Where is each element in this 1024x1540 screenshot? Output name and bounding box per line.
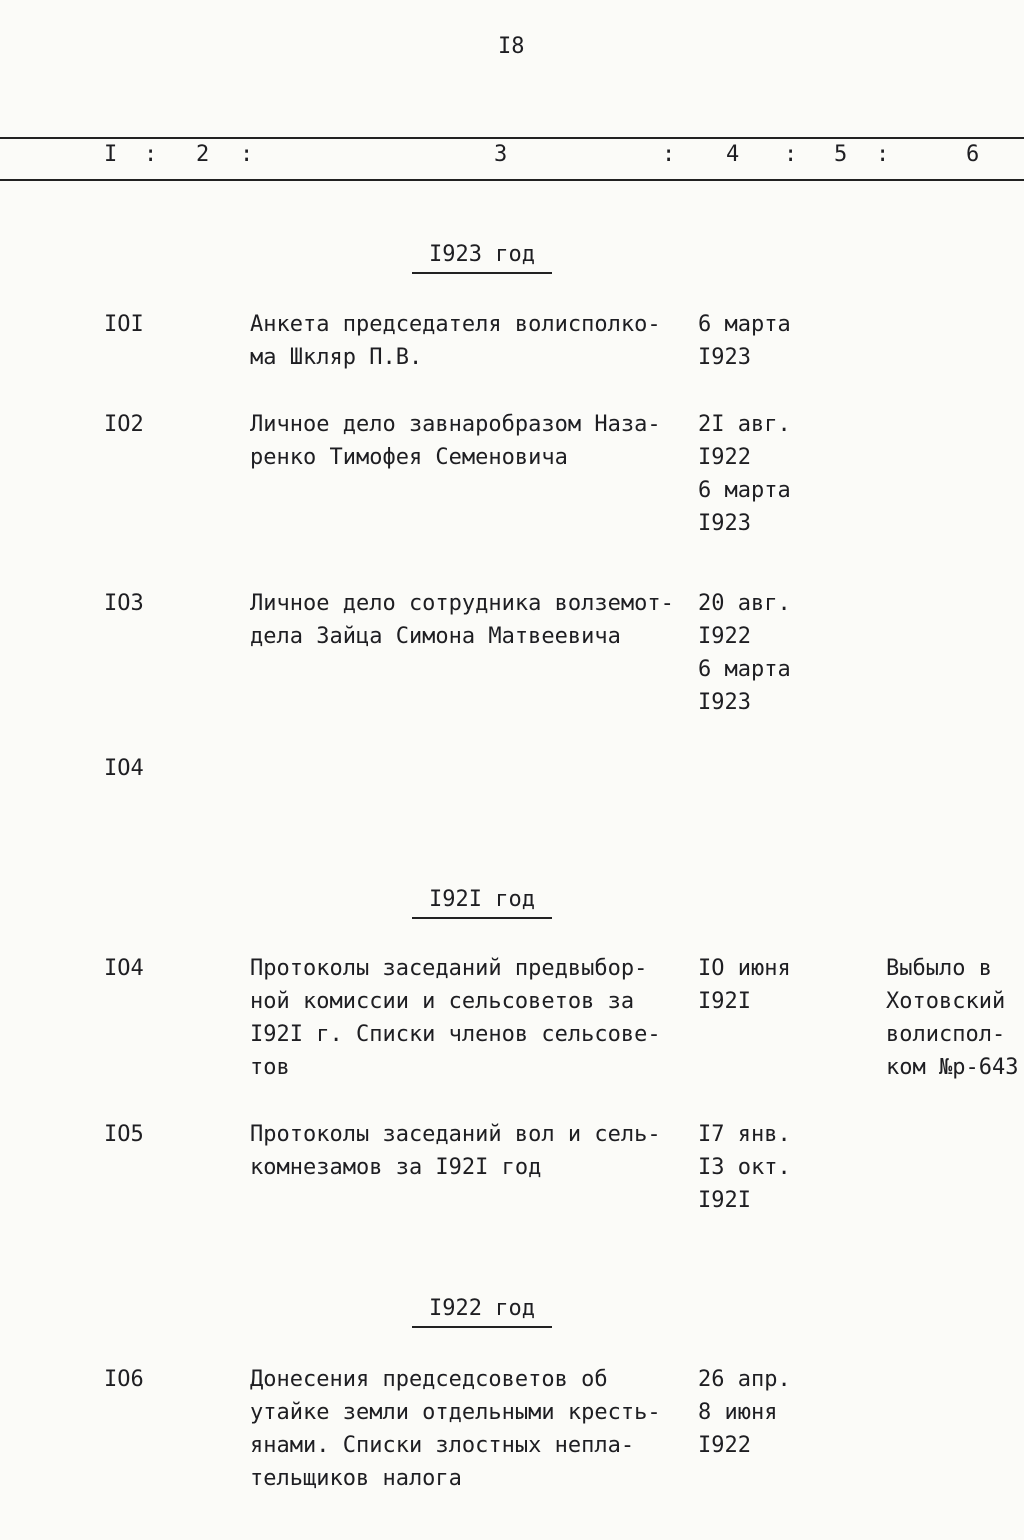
entry-number: IO4 (104, 956, 144, 981)
date-line: 6 марта (698, 312, 791, 337)
entry-dates (698, 952, 791, 1018)
desc-line: Личное дело завнаробразом Наза- (250, 412, 661, 437)
sep: : (144, 142, 158, 167)
date-line: I922 (698, 445, 751, 470)
section-year: I922 год (412, 1294, 552, 1328)
entry-dates (698, 1118, 791, 1217)
desc-line: тов (250, 1055, 290, 1080)
desc-line: Протоколы заседаний предвыбор- (250, 956, 648, 981)
entry-description (250, 308, 661, 374)
entry-number: IO4 (104, 756, 144, 781)
col-1: I (104, 142, 118, 167)
entry-description (250, 952, 661, 1084)
desc-line: ренко Тимофея Семеновича (250, 445, 568, 470)
date-line: 2I авг. (698, 412, 791, 437)
sep: : (876, 142, 890, 167)
entry-number: IOI (104, 312, 144, 337)
date-line: I923 (698, 690, 751, 715)
entry-dates (698, 408, 791, 540)
header-bottom-rule (0, 179, 1024, 181)
desc-line: I92I г. Списки членов сельсове- (250, 1022, 661, 1047)
date-line: 20 авг. (698, 591, 791, 616)
date-line: I92I (698, 1188, 751, 1213)
date-line: I922 (698, 1433, 751, 1458)
date-line: I3 окт. (698, 1155, 791, 1180)
note-line: ком №р-643 (886, 1055, 1019, 1080)
desc-line: ной комиссии и сельсоветов за (250, 989, 635, 1014)
desc-line: Личное дело сотрудника волземот- (250, 591, 674, 616)
section-year: I92I год (412, 885, 552, 919)
entry-description (250, 1363, 661, 1495)
desc-line: ма Шкляр П.В. (250, 345, 423, 370)
entry-number: IO5 (104, 1122, 144, 1147)
date-line: I7 янв. (698, 1122, 791, 1147)
col-5: 5 (834, 142, 848, 167)
entry-note (886, 952, 1018, 1084)
date-line: I923 (698, 345, 751, 370)
date-line: 6 марта (698, 657, 791, 682)
desc-line: тельщиков налога (250, 1466, 462, 1491)
note-line: волиспол- (886, 1022, 1006, 1047)
entry-number: IO3 (104, 591, 144, 616)
desc-line: янами. Списки злостных непла- (250, 1433, 635, 1458)
sep: : (784, 142, 798, 167)
desc-line: Протоколы заседаний вол и сель- (250, 1122, 661, 1147)
entry-dates (698, 308, 791, 374)
col-6: 6 (966, 142, 980, 167)
sep: : (662, 142, 676, 167)
date-line: 8 июня (698, 1400, 778, 1425)
date-line: I923 (698, 511, 751, 536)
date-line: IO июня (698, 956, 791, 981)
entry-number: IO2 (104, 412, 144, 437)
date-line: I92I (698, 989, 751, 1014)
entry-dates (698, 1363, 791, 1462)
entry-description (250, 587, 674, 653)
desc-line: утайке земли отдельными кресть- (250, 1400, 661, 1425)
date-line: 6 марта (698, 478, 791, 503)
entry-dates (698, 587, 791, 719)
entry-description (250, 1118, 661, 1184)
col-2: 2 (196, 142, 210, 167)
sep: : (240, 142, 254, 167)
entry-description (250, 408, 661, 474)
page-number: I8 (498, 34, 525, 59)
note-line: Выбыло в (886, 956, 992, 981)
desc-line: Анкета председателя волисполко- (250, 312, 661, 337)
desc-line: Донесения председсоветов об (250, 1367, 608, 1392)
header-top-rule (0, 137, 1024, 139)
date-line: 26 апр. (698, 1367, 791, 1392)
date-line: I922 (698, 624, 751, 649)
entry-number: IO6 (104, 1367, 144, 1392)
col-4: 4 (726, 142, 740, 167)
desc-line: комнезамов за I92I год (250, 1155, 542, 1180)
note-line: Хотовский (886, 989, 1006, 1014)
col-3: 3 (494, 142, 508, 167)
desc-line: дела Зайца Симона Матвеевича (250, 624, 621, 649)
section-year: I923 год (412, 240, 552, 274)
